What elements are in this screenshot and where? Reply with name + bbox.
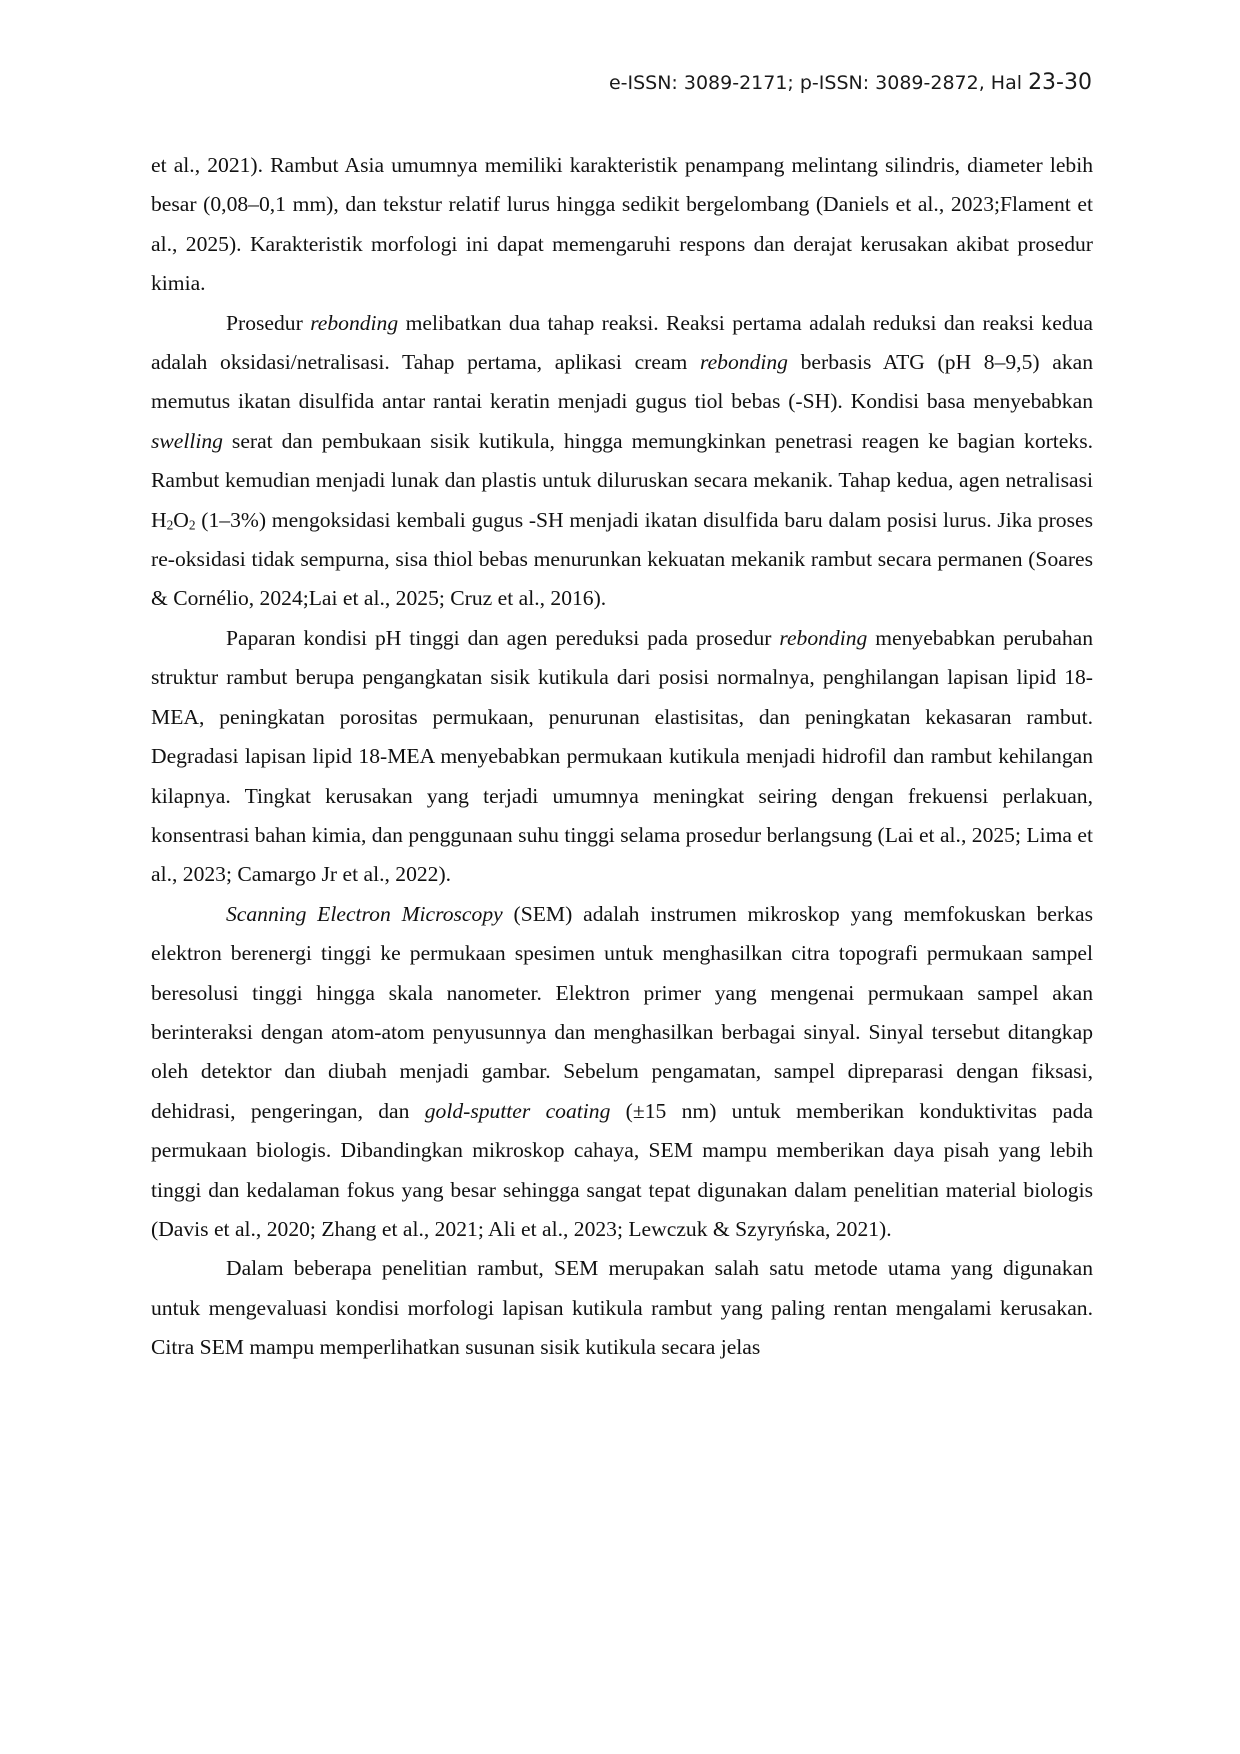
subscript: 2 <box>166 517 174 533</box>
text-run: (SEM) adalah instrumen mikroskop yang memfokuskan berkas elektron berenergi tinggi ke permukaan spesimen untuk menghasilkan citra topografi permukaan sampel beresolusi tinggi hingga skala nanometer. Elektron primer yang mengenai permukaan sampel akan berinteraksi dengan atom-atom penyusunnya dan menghasilkan berbagai sinyal. Sinyal tersebut ditangkap oleh detektor dan diubah menjadi gambar. Sebelum pengamatan, sampel dipreparasi dengan fiksasi, dehidrasi, pengeringan, dan <box>151 901 1093 1123</box>
text-run: melibatkan dua tahap reaksi. Reaksi pertama adalah reduksi dan reaksi kedua adalah oksidasi/netralisasi. Tahap pertama, aplikasi cream <box>151 310 1093 375</box>
paragraph <box>151 146 1093 304</box>
text-run: berbasis ATG (pH 8–9,5) akan memutus ikatan disulfida antar rantai keratin menjadi gugus tiol bebas (-SH). Kondisi basa menyebabkan <box>151 350 1093 414</box>
text-run: serat dan pembukaan sisik kutikula, hingga memungkinkan penetrasi reagen ke bagian korteks. Rambut kemudian menjadi lunak dan plastis untuk diluruskan secara mekanik. Tahap kedua, agen netralisasi H <box>151 428 1093 532</box>
text-run: (±15 nm) untuk memberikan konduktivitas pada permukaan biologis. Dibandingkan mikroskop cahaya, SEM mampu memberikan daya pisah yang lebih tinggi dan kedalaman fokus yang besar sehingga sangat tepat digunakan dalam penelitian material biologis (Davis et al., 2020; Zhang et al., 2021; Ali et al., 2023; Lewczuk & Szyryńska, 2021). <box>151 1098 1093 1241</box>
page-range: 23-30 <box>1028 70 1092 95</box>
text-run: menyebabkan perubahan struktur rambut berupa pengangkatan sisik kutikula dari posisi normalnya, penghilangan lapisan lipid 18-MEA, peningkatan porositas permukaan, penurunan elastisitas, dan peningkatan kekasaran rambut. Degradasi lapisan lipid 18-MEA menyebabkan permukaan kutikula menjadi hidrofil dan rambut kehilangan kilapnya. Tingkat kerusakan yang terjadi umumnya meningkat seiring dengan frekuensi perlakuan, konsentrasi bahan kimia, dan penggunaan suhu tinggi selama prosedur berlangsung (Lai et al., 2025; Lima et al., 2023; Camargo Jr et al., 2022). <box>151 625 1093 887</box>
paragraph <box>151 619 1093 895</box>
text-run: Paparan kondisi pH tinggi dan agen pereduksi pada prosedur <box>226 625 780 650</box>
italic-term: rebonding <box>779 625 868 650</box>
running-header <box>609 70 1092 95</box>
article-body <box>151 146 1093 1368</box>
issn-text: e-ISSN: 3089-2171; p-ISSN: 3089-2872, Hal <box>608 72 1029 94</box>
italic-term: swelling <box>151 428 223 453</box>
italic-term: gold-sputter coating <box>424 1098 611 1123</box>
text-run: Prosedur <box>226 310 311 335</box>
paragraph <box>151 304 1093 619</box>
italic-term: rebonding <box>310 310 399 335</box>
text-run: O <box>173 507 189 532</box>
paragraph <box>151 895 1093 1250</box>
italic-term: rebonding <box>700 350 788 375</box>
text-run: Dalam beberapa penelitian rambut, SEM merupakan salah satu metode utama yang digunakan untuk mengevaluasi kondisi morfologi lapisan kutikula rambut yang paling rentan mengalami kerusakan. Citra SEM mampu memperlihatkan susunan sisik kutikula secara jelas <box>151 1256 1093 1360</box>
italic-term: Scanning Electron Microscopy <box>226 901 503 926</box>
text-run: (1–3%) mengoksidasi kembali gugus -SH menjadi ikatan disulfida baru dalam posisi lurus. Jika proses re-oksidasi tidak sempurna, sisa thiol bebas menurunkan kekuatan mekanik rambut secara permanen (Soares & Cornélio, 2024;Lai et al., 2025; Cruz et al., 2016). <box>151 507 1093 611</box>
text-run: et al., 2021). Rambut Asia umumnya memiliki karakteristik penampang melintang silindris, diameter lebih besar (0,08–0,1 mm), dan tekstur relatif lurus hingga sedikit bergelombang (Daniels et al., 2023;Flament et al., 2025). Karakteristik morfologi ini dapat memengaruhi respons dan derajat kerusakan akibat prosedur kimia. <box>151 153 1093 296</box>
paragraph <box>151 1249 1093 1367</box>
subscript: 2 <box>188 517 196 533</box>
